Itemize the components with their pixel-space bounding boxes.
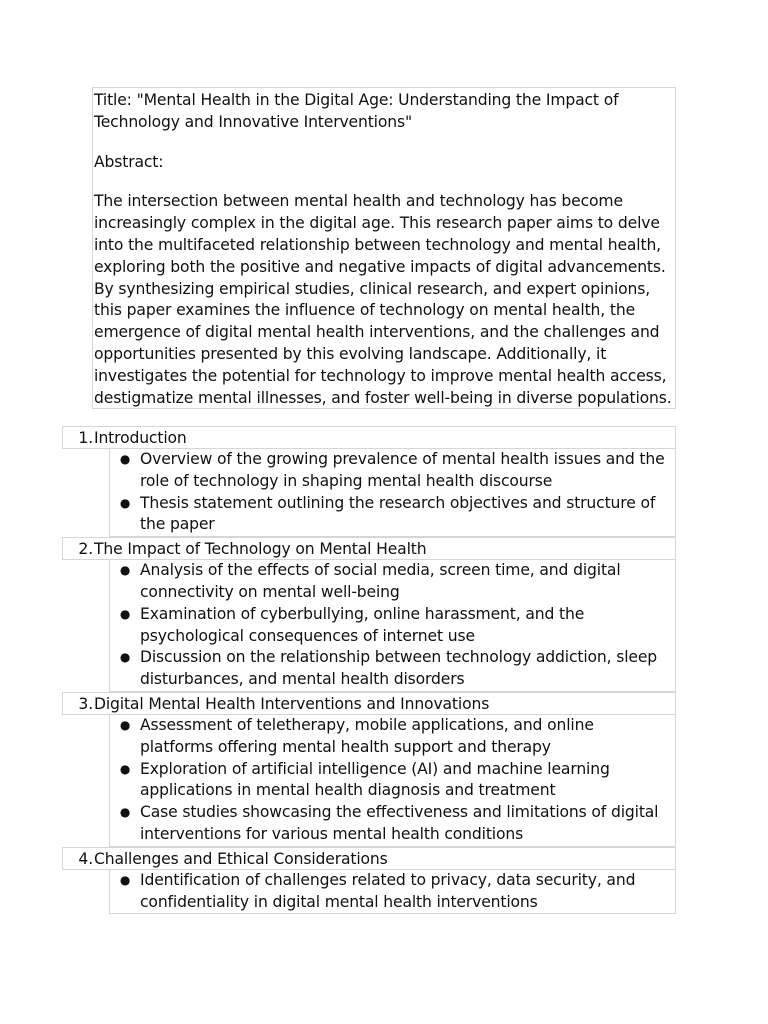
list-item <box>110 759 675 803</box>
bullet-text: Analysis of the effects of social media, screen time, and digital connectivity on mental well-being <box>140 561 621 601</box>
bullet-text: Thesis statement outlining the research objectives and structure of the paper <box>140 493 656 534</box>
bullet-icon: ● <box>119 805 131 820</box>
bullet-text: Identification of challenges related to privacy, data security, and confidentiality in digital mental health interventions <box>140 870 636 911</box>
paper-title: Title: "Mental Health in the Digital Age: Understanding the Impact of Technology and Innovative Interventions" <box>94 91 619 131</box>
section-number: 4. <box>78 849 93 868</box>
bullet-icon: ● <box>119 495 131 510</box>
list-item <box>110 560 675 604</box>
section-title: Introduction <box>94 429 187 447</box>
section-2-bullets <box>109 560 676 692</box>
section-4-row <box>62 847 676 870</box>
abstract-heading: Abstract: <box>94 152 164 171</box>
section-title: The Impact of Technology on Mental Health <box>94 540 427 559</box>
bullet-icon: ● <box>119 717 131 732</box>
list-item <box>110 802 675 846</box>
section-4-bullets <box>109 870 676 915</box>
section-2-row <box>62 537 676 560</box>
outline-list <box>62 426 676 914</box>
list-item <box>110 870 675 914</box>
bullet-text: Discussion on the relationship between technology addiction, sleep disturbances, and mental health disorders <box>140 648 658 689</box>
section-1-row <box>62 426 676 449</box>
list-item <box>110 493 675 537</box>
list-item <box>110 715 675 759</box>
abstract-body: The intersection between mental health and technology has become increasingly complex in the digital age. This research paper aims to delve into the multifaceted relationship between technology and mental health, exploring both the positive and negative impacts of digital advancements. By synthesizing empirical studies, clinical research, and expert opinions, this paper examines the influence of technology on mental health, the emergence of digital mental health interventions, and the challenges and opportunities presented by this evolving landscape. Additionally, it investigates the potential for technology to improve mental health access, destigmatize mental illnesses, and foster well-being in diverse populations. <box>94 192 672 407</box>
bullet-text: Case studies showcasing the effectiveness and limitations of digital interventions for various mental health conditions <box>140 803 659 843</box>
section-3-bullets <box>109 715 676 847</box>
section-3-row <box>62 692 676 715</box>
section-title: Digital Mental Health Interventions and Innovations <box>94 694 490 713</box>
bullet-icon: ● <box>119 872 131 887</box>
section-number: 3. <box>78 694 93 713</box>
bullet-icon: ● <box>119 650 131 665</box>
bullet-icon: ● <box>119 563 131 578</box>
abstract-box <box>92 87 676 409</box>
bullet-text: Exploration of artificial intelligence (AI) and machine learning applications in mental health diagnosis and treatment <box>140 759 610 800</box>
bullet-icon: ● <box>119 452 131 466</box>
section-title: Challenges and Ethical Considerations <box>94 849 388 868</box>
section-1-bullets <box>109 449 676 537</box>
bullet-icon: ● <box>119 606 131 621</box>
list-item <box>110 449 675 493</box>
bullet-text: Assessment of teletherapy, mobile applications, and online platforms offering mental health support and therapy <box>140 715 594 756</box>
bullet-text: Examination of cyberbullying, online harassment, and the psychological consequences of internet use <box>140 604 585 645</box>
list-item <box>110 604 675 648</box>
section-number: 1. <box>78 429 93 447</box>
section-number: 2. <box>78 540 93 559</box>
bullet-text: Overview of the growing prevalence of mental health issues and the role of technology in shaping mental health discourse <box>140 450 665 490</box>
bullet-icon: ● <box>119 761 131 776</box>
list-item <box>110 647 675 691</box>
